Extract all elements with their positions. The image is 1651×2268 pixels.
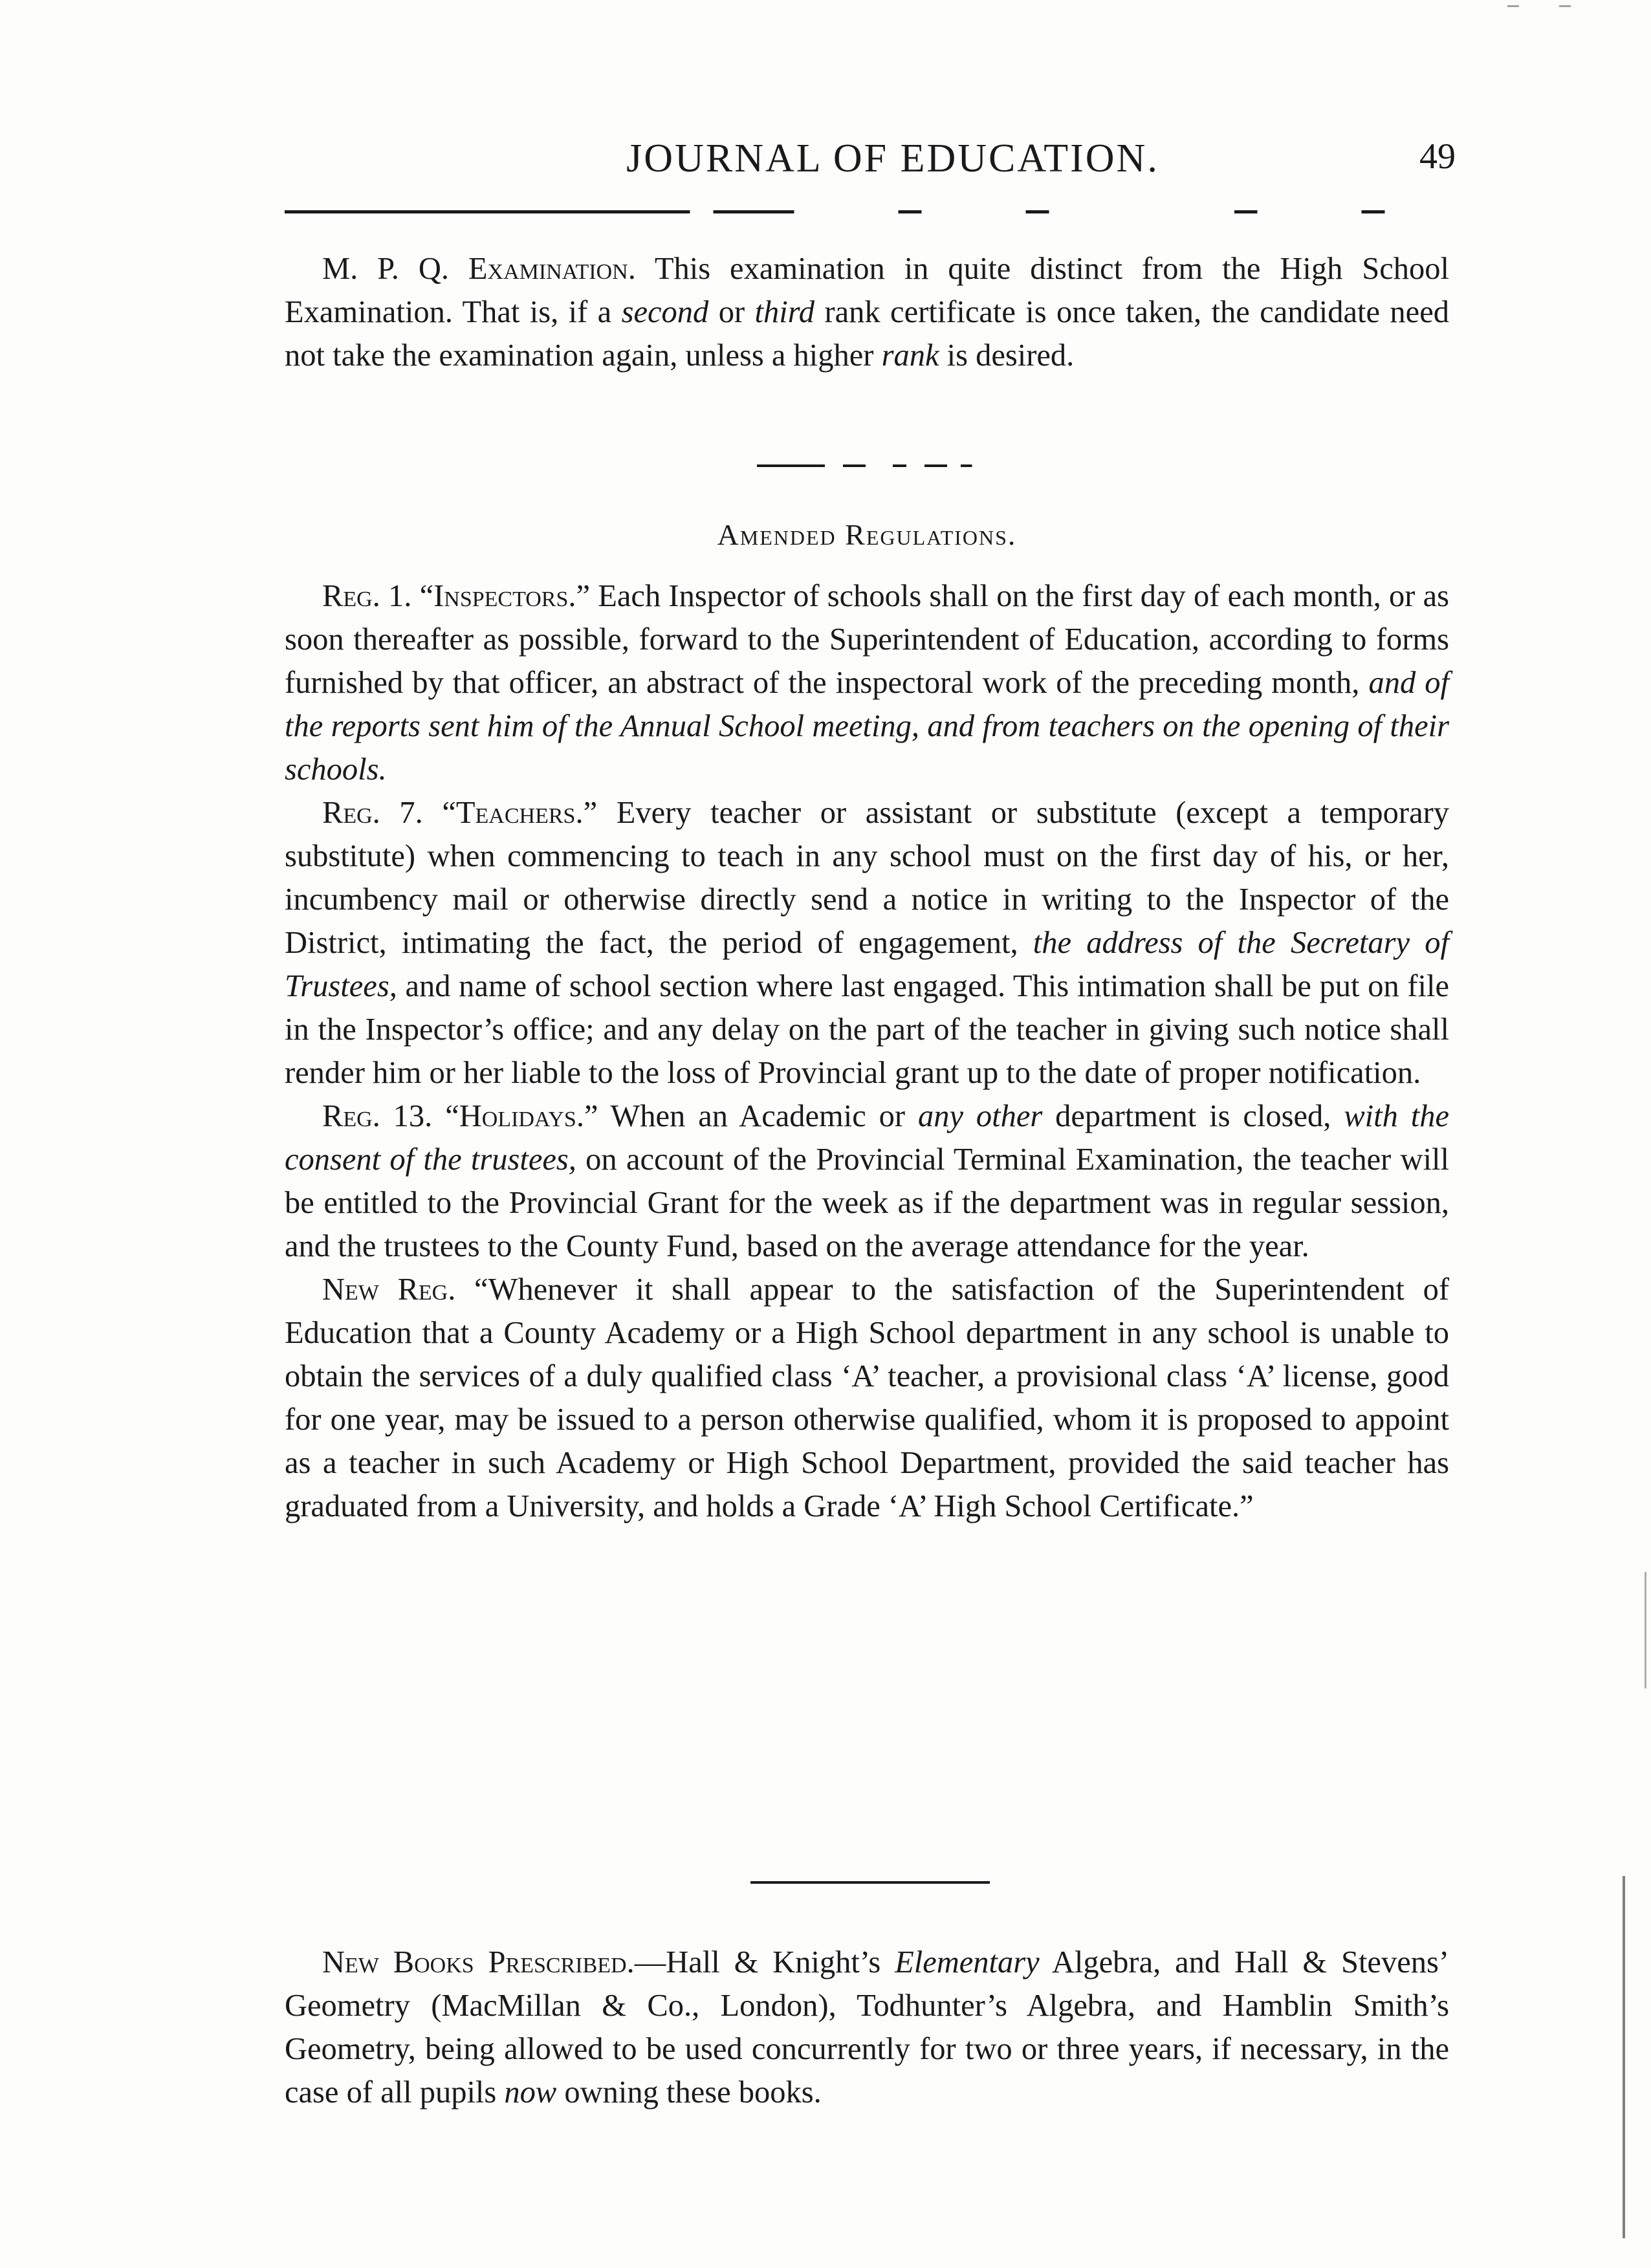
mpq-rank: rank (881, 338, 939, 373)
reg-7-title: “Teachers.” (422, 796, 598, 830)
new-books-section (285, 1941, 1449, 2114)
new-books-text-3: owning these books. (556, 2075, 822, 2110)
mpq-third: third (754, 295, 815, 329)
page-number: 49 (1419, 136, 1456, 177)
mpq-lead: M. P. Q. Examination. (322, 252, 636, 286)
reg-1-lead: Reg. 1. (322, 579, 412, 613)
amended-regulations-section (285, 574, 1449, 1528)
reg-13-text-1: When an Academic or (598, 1099, 918, 1133)
new-books-text-2: Algebra, and Hall & Stevens’ Geometry (MacMillan & Co., London), Todhunter’s Algebra, and Hamblin Smith’s Geometry, being allowed to be used concurrently for two or three years, if necessary, in the case of all pupils (285, 1945, 1449, 2110)
new-books-paragraph (285, 1941, 1449, 2114)
reg-13-title: “Holidays.” (432, 1099, 598, 1133)
reg-13-italic-2: with the consent of the trustees, (285, 1099, 1449, 1177)
new-reg-text: “Whenever it shall appear to the satisfaction of the Superintendent of Education that a County Academy or a High School department in any school is unable to obtain the services of a duly qualified class ‘A’ teacher, a provisional class ‘A’ license, good for one year, may be issued to a person otherwise qualified, whom it is proposed to appoint as a teacher in such Academy or High School Department, provided the said teacher has graduated from a University, and holds a Grade ‘A’ High School Certificate.” (285, 1272, 1449, 1523)
mpq-examination-section (285, 247, 1449, 377)
section-divider-dashed (757, 464, 983, 467)
mpq-text-3: rank certificate is once taken, the candidate need not take the examination again, unless a higher (285, 295, 1449, 373)
reg-7-lead: Reg. 7. (322, 796, 423, 830)
amended-regulations-heading: Amended Regulations. (717, 518, 1017, 551)
margin-scan-mark (1559, 5, 1571, 7)
mpq-text-4: is desired. (939, 338, 1075, 373)
mpq-paragraph (285, 247, 1449, 377)
new-books-italic-1: Elementary (895, 1945, 1040, 1979)
running-title: JOURNAL OF EDUCATION. (626, 136, 1159, 180)
mpq-second: second (621, 295, 709, 329)
reg-1-paragraph (285, 574, 1449, 791)
margin-scan-mark (1507, 5, 1519, 7)
reg-13-text-2: department is closed, (1042, 1099, 1344, 1133)
margin-scan-mark (1623, 1876, 1625, 2238)
header-rule (285, 210, 1443, 213)
running-head (285, 129, 1469, 188)
reg-1-italic: and of the reports sent him of the Annual School meeting, and from teachers on the opening of their schools. (285, 666, 1449, 787)
reg-13-lead: Reg. 13. (322, 1099, 433, 1133)
mpq-text-1: This examination in quite distinct from the High School Examination. That is, if a (285, 252, 1449, 329)
reg-13-text-3: on account of the Provincial Terminal Examination, the teacher will be entitled to the Provincial Grant for the week as if the department was in regular session, and the trustees to the County Fund, based on the average attendance for the year. (285, 1142, 1449, 1263)
reg-1-text: Each Inspector of schools shall on the first day of each month, or as soon thereafter as possible, forward to the Superintendent of Education, according to forms furnished by that officer, an abstract of the inspectoral work of the preceding month, (285, 579, 1449, 700)
reg-13-italic-1: any other (917, 1099, 1043, 1133)
new-books-italic-2: now (504, 2075, 557, 2110)
reg-7-text-2: and name of school section where last engaged. This intimation shall be put on file in the Inspector’s office; and any delay on the part of the teacher in giving such notice shall render him or her liable to the loss of Provincial grant up to the date of proper notification. (285, 969, 1449, 1090)
reg-13-paragraph (285, 1095, 1449, 1268)
new-reg-paragraph (285, 1268, 1449, 1528)
margin-scan-mark (1645, 1572, 1646, 1688)
new-books-text-1: —Hall & Knight’s (634, 1945, 895, 1979)
new-reg-lead: New Reg. (322, 1272, 456, 1307)
reg-1-title: “Inspectors.” (411, 579, 591, 613)
new-books-lead: New Books Prescribed. (322, 1945, 635, 1979)
mpq-text-2: or (708, 295, 755, 329)
reg-7-text-1: Every teacher or assistant or substitute (except a temporary substitute) when commencing to teach in any school must on the first day of his, or her, incumbency mail or otherwise directly send a notice in writing to the Inspector of the District, intimating the fact, the period of engagement, (285, 796, 1449, 960)
reg-7-italic: the address of the Secretary of Trustees, (285, 926, 1449, 1003)
section-divider-solid (750, 1881, 990, 1884)
reg-7-paragraph (285, 791, 1449, 1095)
